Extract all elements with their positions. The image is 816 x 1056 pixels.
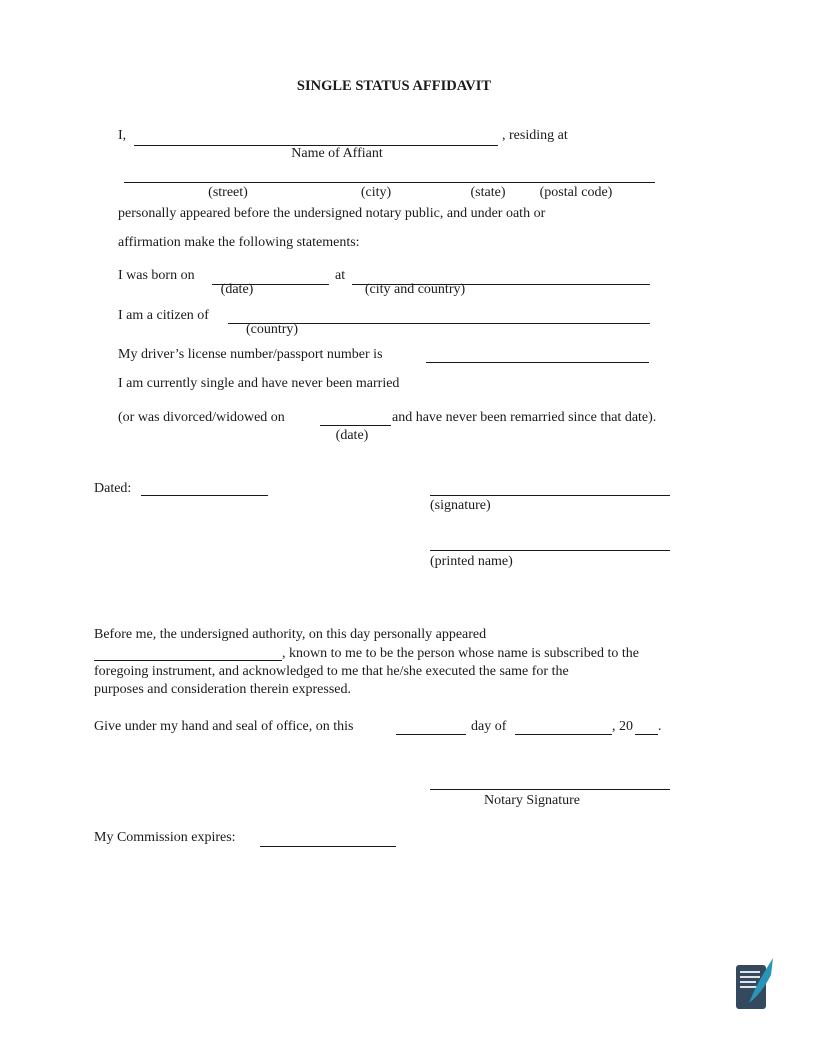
- appearing-person-field[interactable]: [94, 660, 282, 661]
- intro-line-2: affirmation make the following statements:: [118, 235, 360, 250]
- single-statement: I am currently single and have never been married: [118, 376, 400, 391]
- birth-place-caption: (city and country): [364, 282, 466, 297]
- notary-line-3: foregoing instrument, and acknowledged to me that he/she executed the same for the: [94, 664, 569, 679]
- dated-field[interactable]: [141, 495, 268, 496]
- signature-field[interactable]: [430, 495, 670, 496]
- seal-day-field[interactable]: [396, 734, 466, 735]
- notary-line-1: Before me, the undersigned authority, on this day personally appeared: [94, 627, 487, 642]
- notary-signature-caption: Notary Signature: [483, 793, 581, 808]
- seal-year-prefix: , 20: [612, 719, 633, 734]
- affiant-prefix: I,: [118, 128, 127, 143]
- seal-prefix: Give under my hand and seal of office, on this: [94, 719, 354, 734]
- born-at-text: at: [335, 268, 346, 283]
- residing-text: , residing at: [502, 128, 568, 143]
- citizen-label: I am a citizen of: [118, 308, 209, 323]
- birth-date-caption: (date): [220, 282, 254, 297]
- affiant-name-caption: Name of Affiant: [291, 146, 383, 161]
- street-caption: (street): [208, 185, 248, 200]
- state-caption: (state): [470, 185, 506, 200]
- intro-line-1: personally appeared before the undersigned notary public, and under oath or: [118, 206, 546, 221]
- notary-line-4: purposes and consideration therein expressed.: [94, 682, 351, 697]
- seal-day-of: day of: [471, 719, 507, 734]
- license-number-field[interactable]: [426, 362, 649, 363]
- signature-caption: (signature): [430, 498, 491, 513]
- born-label: I was born on: [118, 268, 195, 283]
- city-caption: (city): [360, 185, 392, 200]
- notary-line-2: , known to me to be the person whose name is subscribed to the: [282, 646, 639, 661]
- divorce-date-caption: (date): [335, 428, 369, 443]
- document-title: SINGLE STATUS AFFIDAVIT: [296, 78, 492, 94]
- seal-month-field[interactable]: [515, 734, 612, 735]
- printed-name-field[interactable]: [430, 550, 670, 551]
- commission-label: My Commission expires:: [94, 830, 236, 845]
- country-caption: (country): [245, 322, 299, 337]
- printed-name-caption: (printed name): [430, 554, 513, 569]
- divorced-suffix: and have never been remarried since that date).: [392, 410, 657, 425]
- divorce-date-field[interactable]: [320, 425, 391, 426]
- divorced-prefix: (or was divorced/widowed on: [118, 410, 285, 425]
- dated-label: Dated:: [94, 481, 132, 496]
- address-field[interactable]: [124, 182, 655, 183]
- seal-end: .: [658, 719, 662, 734]
- postal-code-caption: (postal code): [539, 185, 613, 200]
- document-logo-icon: [735, 957, 775, 1011]
- seal-year-field[interactable]: [635, 734, 658, 735]
- notary-signature-field[interactable]: [430, 789, 670, 790]
- license-label: My driver’s license number/passport number is: [118, 347, 383, 362]
- commission-expiry-field[interactable]: [260, 846, 396, 847]
